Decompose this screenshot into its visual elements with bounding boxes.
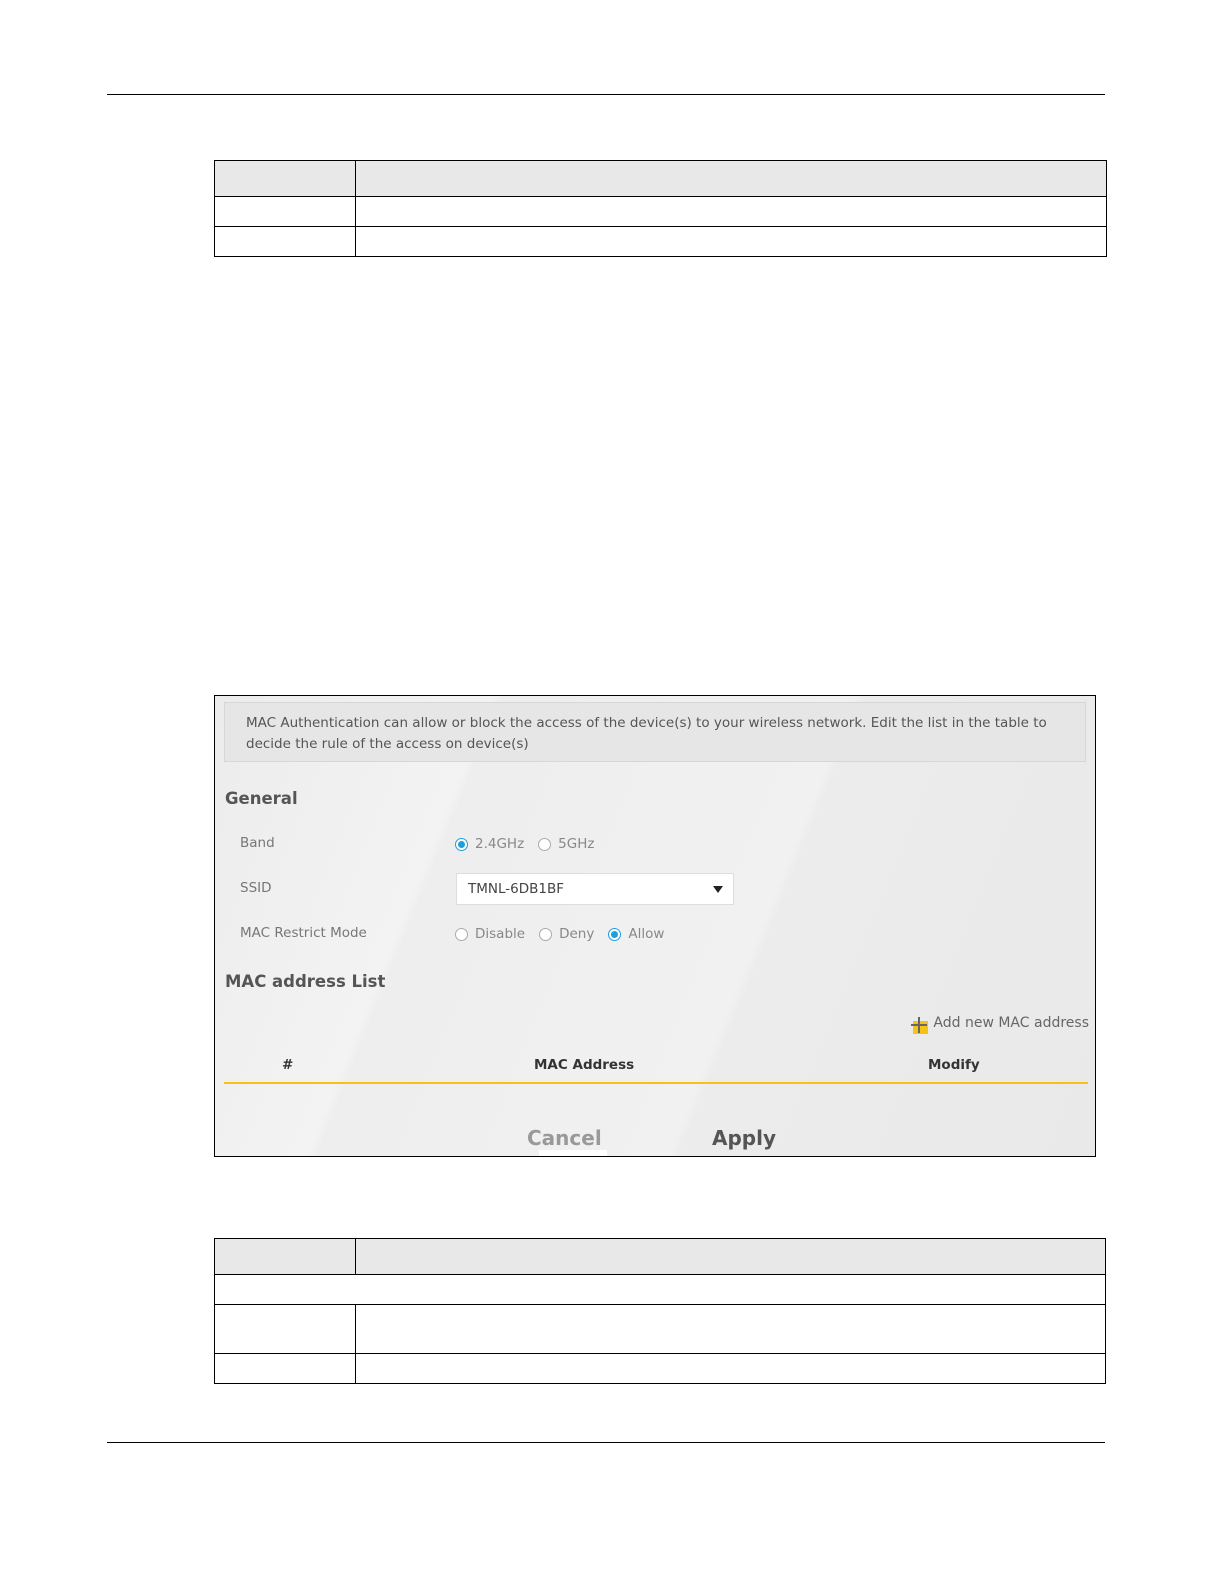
band-5ghz-radio[interactable] [538, 838, 551, 851]
mac-list-section-title: MAC address List [225, 972, 386, 991]
deny-label[interactable]: Deny [559, 926, 595, 942]
ssid-label: SSID [240, 880, 272, 896]
table-row [215, 1305, 1106, 1354]
footer-rule [107, 1442, 1105, 1443]
mac-authentication-screenshot [214, 695, 1096, 1157]
apply-button[interactable]: Apply [712, 1126, 776, 1150]
add-new-mac-address-label: Add new MAC address [933, 1015, 1089, 1031]
band-2-4ghz-label[interactable]: 2.4GHz [475, 836, 525, 852]
disable-label[interactable]: Disable [475, 926, 526, 942]
band-radio-group [455, 836, 608, 852]
table-row [215, 227, 1107, 257]
allow-radio[interactable] [608, 928, 621, 941]
cancel-button[interactable]: Cancel [527, 1126, 602, 1150]
table-header-row [215, 1239, 1106, 1275]
info-banner: MAC Authentication can allow or block the access of the device(s) to your wireless network. Edit the list in the table to decide the rule of the access on device(s) [224, 702, 1086, 762]
column-header-number: # [282, 1057, 294, 1073]
header-rule [107, 94, 1105, 95]
plus-icon [911, 1016, 929, 1034]
top-table [214, 160, 1107, 257]
band-label: Band [240, 835, 275, 851]
column-header-modify: Modify [928, 1057, 980, 1073]
table-section-row [215, 1275, 1106, 1305]
allow-label[interactable]: Allow [628, 926, 665, 942]
mac-restrict-mode-label: MAC Restrict Mode [240, 925, 367, 941]
bottom-table [214, 1238, 1106, 1384]
disable-radio[interactable] [455, 928, 468, 941]
band-5ghz-label[interactable]: 5GHz [558, 836, 595, 852]
dropdown-caret-icon [713, 886, 723, 893]
general-section-title: General [225, 789, 298, 808]
table-header-row [215, 161, 1107, 197]
band-2-4ghz-radio[interactable] [455, 838, 468, 851]
column-header-mac-address: MAC Address [534, 1057, 635, 1073]
table-row [215, 1354, 1106, 1384]
mac-restrict-mode-radio-group [455, 926, 678, 942]
deny-radio[interactable] [539, 928, 552, 941]
table-row [215, 197, 1107, 227]
ssid-select[interactable] [456, 873, 734, 905]
ssid-value: TMNL-6DB1BF [468, 881, 565, 897]
table-header-divider [224, 1082, 1088, 1084]
add-new-mac-address-button[interactable] [911, 1012, 1089, 1034]
